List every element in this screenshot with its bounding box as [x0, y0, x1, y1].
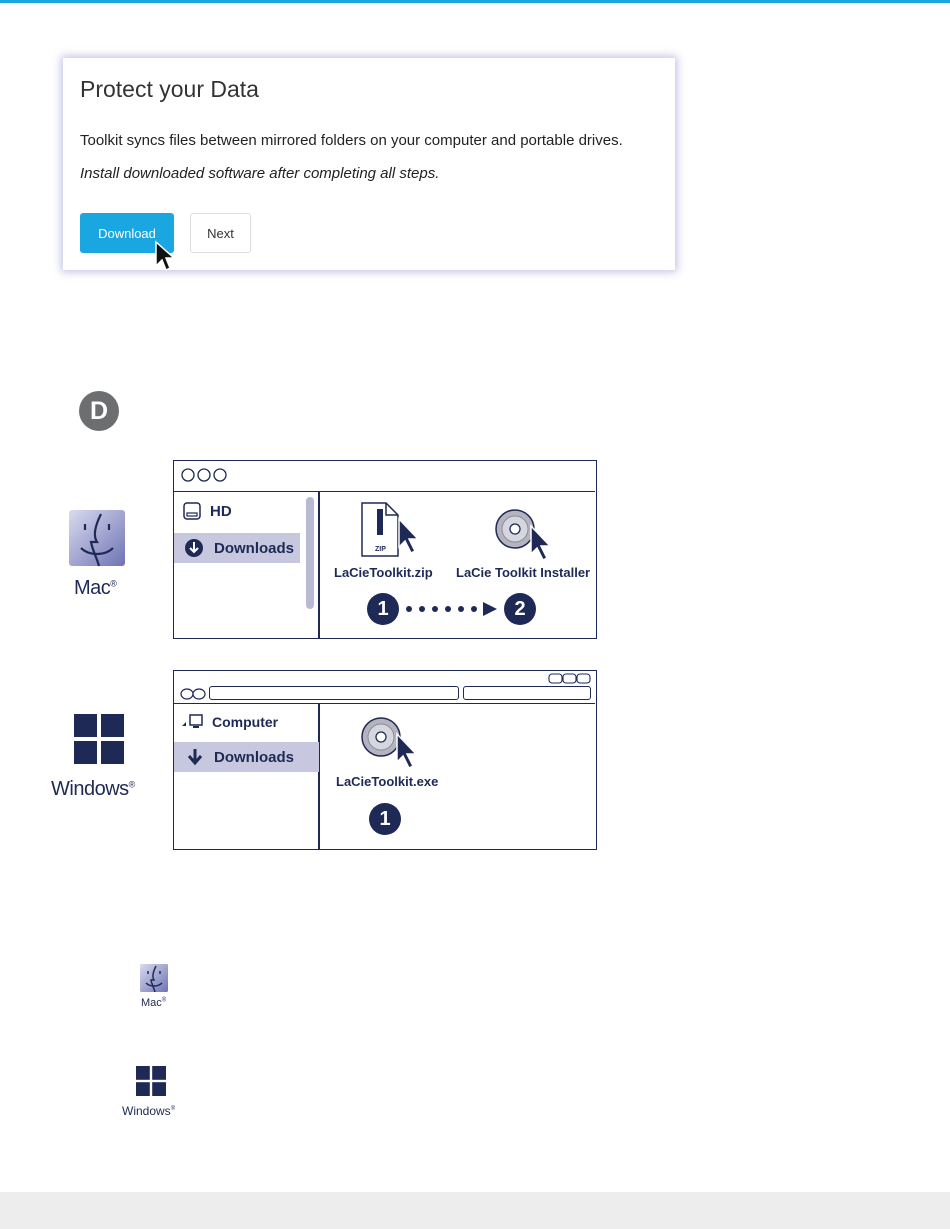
card-description: Toolkit syncs files between mirrored folders on your computer and portable drives. [80, 132, 623, 149]
next-button[interactable]: Next [190, 213, 251, 253]
mac-finder-icon [67, 508, 127, 568]
step-number-1: 1 [369, 803, 401, 835]
windows-sidebar-divider [318, 704, 320, 849]
installer-disc-icon[interactable] [491, 506, 561, 564]
mac-label [74, 577, 116, 600]
zip-file-icon[interactable] [359, 501, 429, 559]
sidebar-item-label: HD [210, 502, 232, 520]
windows-explorer-window [173, 670, 597, 850]
sidebar-item-label: Computer [212, 714, 279, 730]
mouse-cursor-icon [154, 240, 178, 274]
card-note: Install downloaded software after completing all steps. [80, 165, 440, 182]
windows-trademark: ® [128, 779, 135, 790]
file-label-zip: LaCieToolkit.zip [334, 565, 433, 580]
file-label-installer: LaCie Toolkit Installer [456, 565, 591, 580]
small-windows-label [122, 1104, 175, 1118]
small-mac-trademark: ® [161, 997, 167, 1004]
footer-band [0, 1192, 950, 1229]
path-input[interactable] [209, 686, 459, 700]
hard-drive-icon [182, 501, 202, 521]
mac-title-bar [174, 461, 595, 492]
sidebar-item-label: Downloads [214, 539, 295, 557]
file-label-exe: LaCieToolkit.exe [336, 774, 439, 789]
exe-disc-icon[interactable] [357, 714, 427, 772]
window-controls-icon[interactable] [180, 467, 230, 483]
sidebar-item-downloads[interactable] [174, 742, 319, 772]
sidebar-item-computer[interactable] [174, 707, 300, 737]
small-mac-label [141, 997, 166, 1009]
windows-address-bar [174, 685, 595, 704]
windows-label [51, 778, 135, 801]
sidebar-item-downloads[interactable] [174, 533, 300, 563]
mac-label-text: Mac [74, 577, 111, 599]
windows-small-logo-icon [136, 1066, 166, 1096]
dotted-arrow-icon [403, 602, 501, 616]
mac-scrollbar[interactable] [306, 497, 314, 609]
window-buttons-icon[interactable] [548, 673, 592, 685]
back-forward-icon[interactable] [180, 687, 206, 701]
mac-trademark: ® [110, 578, 117, 589]
step-d-badge: D [79, 391, 119, 431]
windows-logo-icon [74, 714, 124, 764]
step-number-2: 2 [504, 593, 536, 625]
step-number-1: 1 [367, 593, 399, 625]
search-input[interactable] [463, 686, 591, 700]
computer-icon [182, 714, 204, 730]
download-button[interactable]: Download [80, 213, 174, 253]
sidebar-item-hd[interactable] [174, 496, 300, 526]
top-rule [0, 0, 950, 3]
zip-tag: ZIP [375, 546, 386, 553]
sidebar-item-label: Downloads [214, 748, 295, 766]
download-arrow-icon [186, 747, 204, 767]
mac-sidebar-divider [318, 492, 320, 638]
download-circle-icon [184, 538, 204, 558]
protect-data-card [63, 58, 675, 270]
small-windows-label-text: Windows [122, 1104, 171, 1118]
small-windows-trademark: ® [170, 1106, 176, 1112]
card-title: Protect your Data [80, 76, 259, 102]
windows-label-text: Windows [51, 778, 129, 800]
mac-finder-window [173, 460, 597, 639]
small-mac-label-text: Mac [141, 997, 162, 1009]
mac-finder-small-icon [139, 963, 169, 993]
